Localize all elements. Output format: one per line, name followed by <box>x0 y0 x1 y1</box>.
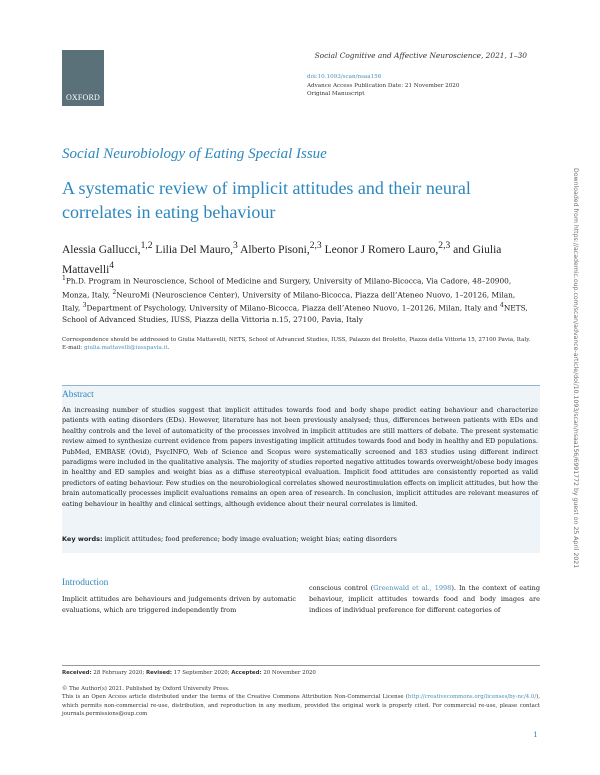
author-affil-sup: 1,2 <box>140 240 153 251</box>
license-url-link[interactable]: http://creativecommons.org/licenses/by-nc/4.0/ <box>407 694 537 701</box>
abstract-body: An increasing number of studies suggest that implicit attitudes towards food and body shape predict eating behaviour and characterize patients with eating disorders (EDs). However, literature has not been previously analysed; thus, differences between patients with EDs and healthy controls and the level of automaticity of the processes involved in implicit attitudes are still matters of debate. The present systematic review aimed to synthesize current evidence from papers investigating implicit attitudes towards food and body in healthy and ED populations. PubMed, EMBASE (Ovid), PsycINFO, Web of Science and Scopus were systematically screened and 183 studies using different indirect paradigms were included in the qualitative analysis. The majority of studies reported negative attitudes towards overweight/obese body images in healthy and ED samples and weight bias as a diffuse stereotypical evaluation. Implicit food attitudes are consistently reported as valid predictors of eating behaviour. Few studies on the neurobiological correlates showed neurostimulation effects on implicit attitudes, but how the brain automatically processes implicit evaluations remains an open area of research. In conclusion, implicit attitudes are relevant measures of eating behaviour in healthy and clinical settings, although evidence about their neural correlates is limited. <box>62 406 538 508</box>
accepted-label: Accepted: <box>231 670 262 676</box>
author-affil-sup: 4 <box>109 259 115 271</box>
correspondence-note <box>62 336 532 353</box>
affil-sup: 1 <box>62 275 66 282</box>
abstract-heading: Abstract <box>62 390 94 400</box>
special-issue-label: Social Neurobiology of Eating Special Issue <box>62 146 327 162</box>
affil-sup: 3 <box>82 302 87 310</box>
accepted-date: 20 November 2020 <box>261 670 316 676</box>
affil-sup: 4 <box>499 302 504 310</box>
footer-divider <box>62 665 540 666</box>
revised-date: 17 September 2020; <box>172 670 232 676</box>
correspondence-end: . <box>167 345 170 352</box>
intro-right-text: conscious control ( <box>309 584 374 592</box>
license-post: ), which permits non-commercial re-use, distribution, and reproduction in any medium, provided the original work is properly cited. For commercial re-use, please contact journals.permissions@oup.com <box>62 694 540 718</box>
received-date: 28 February 2020; <box>91 670 146 676</box>
doi-link[interactable]: doi:10.1093/scan/nsaa156 <box>307 74 382 80</box>
introduction-right-column <box>309 583 540 617</box>
revised-label: Revised: <box>145 670 172 676</box>
author-name: and Giulia Mattavelli <box>62 243 502 276</box>
download-watermark <box>570 168 579 608</box>
license-text <box>62 693 540 718</box>
affil-text: NeuroMi (Neuroscience Center), University of Milano-Bicocca, Piazza dell’Ateneo Nuovo, 1–20126, Milan, Italy, <box>62 290 516 313</box>
author-name: Lilia Del Mauro, <box>152 243 234 256</box>
article-meta <box>307 73 459 99</box>
author-affil-sup: 2,3 <box>309 240 322 251</box>
author-name: Alberto Pisoni, <box>237 243 310 256</box>
affil-text: NETS, School of Advanced Studies, IUSS, Piazza della Vittoria n.15, 27100, Pavia, Italy <box>62 303 528 325</box>
affil-text: Ph.D. Program in Neuroscience, School of Medicine and Surgery, University of Milano-Bicocca, Via Cadore, 48–20900, Monza, Italy, <box>62 276 512 300</box>
author-name: Alessia Gallucci, <box>62 243 141 256</box>
oxford-logo <box>62 50 104 106</box>
article-type: Original Manuscript <box>307 91 365 98</box>
copyright-line: © The Author(s) 2021. Published by Oxford University Press. <box>62 686 230 692</box>
received-label: Received: <box>62 670 92 676</box>
affil-text: Department of Psychology, University of Milano-Bicocca, Piazza dell’Ateneo Nuovo, 1–20126, Milan, Italy and <box>86 303 500 313</box>
keywords-label: Key words: <box>62 535 103 543</box>
page-number: 1 <box>533 730 538 739</box>
advance-access-date: Advance Access Publication Date: 21 November 2020 <box>307 82 460 89</box>
citation-link[interactable]: Greenwald et al., 1998 <box>373 584 452 592</box>
received-dates <box>62 670 316 676</box>
correspondence-text: Correspondence should be addressed to Giulia Mattavelli, NETS, School of Advanced Studies, IUSS, Palazzo del Broletto, Piazza della Vittoria 15, 27100 Pavia, Italy. E-mail: <box>62 337 531 352</box>
author-affil-sup: 2,3 <box>438 240 451 251</box>
author-affil-sup: 3 <box>233 240 238 251</box>
introduction-heading: Introduction <box>62 578 109 588</box>
keywords-list: implicit attitudes; food preference; body image evaluation; weight bias; eating disorders <box>102 535 397 543</box>
author-name: Leonor J Romero Lauro, <box>321 243 439 256</box>
affil-sup: 2 <box>112 288 117 296</box>
affiliations <box>62 273 532 325</box>
keywords <box>62 535 538 543</box>
journal-citation: Social Cognitive and Affective Neuroscience, 2021, 1–30 <box>314 51 527 60</box>
introduction-left-column: Implicit attitudes are behaviours and judgements driven by automatic evaluations, which are triggered independently from <box>62 595 296 615</box>
intro-right-text: ). In the context of eating behaviour, implicit attitudes towards food and body images are indices of individual preference for different categories of <box>309 584 540 615</box>
oxford-logo-text: OXFORD <box>65 93 101 102</box>
license-pre: This is an Open Access article distributed under the terms of the Creative Commons Attribution Non-Commercial License ( <box>62 694 408 701</box>
license-note <box>62 685 540 719</box>
download-watermark-text: Downloaded from https://academic.oup.com/scan/advance-article/doi/10.1093/scan/nsaa156/6991772 by guest on 25 April 2021 <box>572 168 579 569</box>
correspondence-email-link[interactable]: giulia.mattavelli@iusspavia.it <box>83 345 168 352</box>
author-list <box>62 238 522 278</box>
article-title: A systematic review of implicit attitudes and their neural correlates in eating behaviour <box>62 178 471 222</box>
